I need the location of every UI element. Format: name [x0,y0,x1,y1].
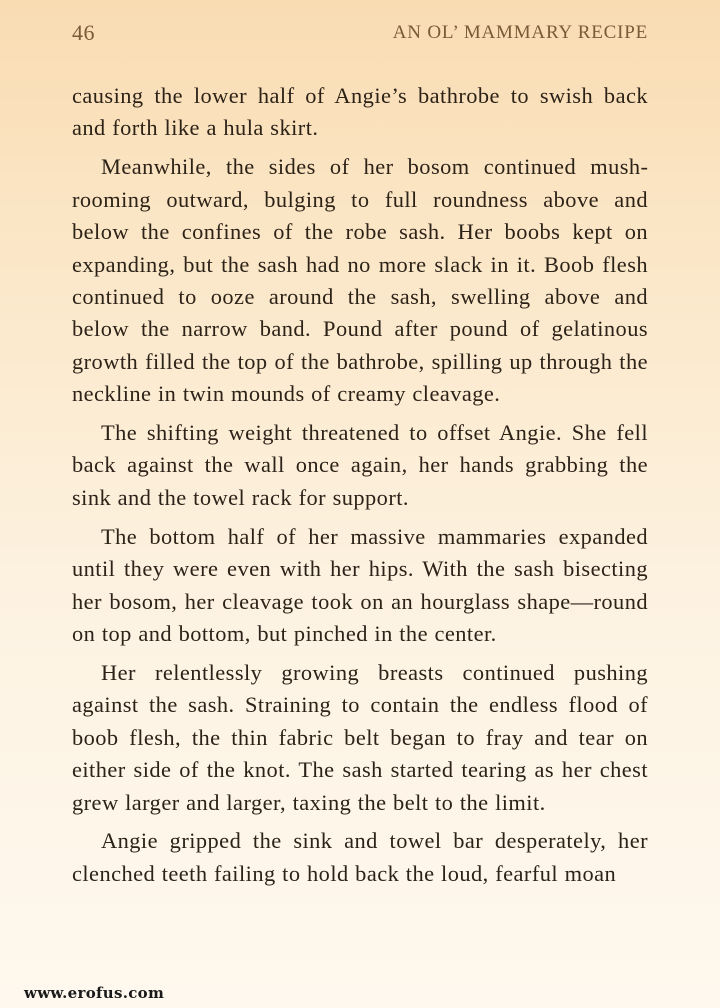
paragraph: Her relentlessly growing breasts continued pushing against the sash. Straining to contain the endless flood of boob flesh, the thin fabric belt began to fray and tear on either side of the knot. The sash started tearing as her chest grew larger and larger, taxing the belt to the limit. [72,659,648,815]
paragraph: The shifting weight threatened to offset Angie. She fell back against the wall once again, her hands grabbing the sink and the towel rack for support. [72,420,648,510]
page-number: 46 [72,20,95,45]
paragraph: Meanwhile, the sides of her bosom continued mushrooming outward, bulging to full roundness above and below the confines of the robe sash. Her boobs kept on expanding, but the sash had no more slack in it. Boob flesh continued to ooze around the sash, swelling above and below the narrow band. Pound after pound of gelatinous growth filled the top of the bathrobe, spilling up through the neckline in twin mounds of creamy cleavage. [72,154,648,407]
paragraph: Angie gripped the sink and towel bar desperately, her clenched teeth failing to hold back the loud, fearful moan [72,828,648,886]
running-title: AN OL’ MAMMARY RECIPE [392,22,648,43]
body-text [72,80,648,897]
paragraph-continued: causing the lower half of Angie’s bathrobe to swish back and forth like a hula skirt. [72,83,648,141]
watermark: www.erofus.com [24,984,165,1002]
page-header [72,18,648,48]
paragraph: The bottom half of her massive mammaries expanded until they were even with her hips. With the sash bisecting her bosom, her cleavage took on an hourglass shape—round on top and bottom, but pinched in the center. [72,523,648,646]
